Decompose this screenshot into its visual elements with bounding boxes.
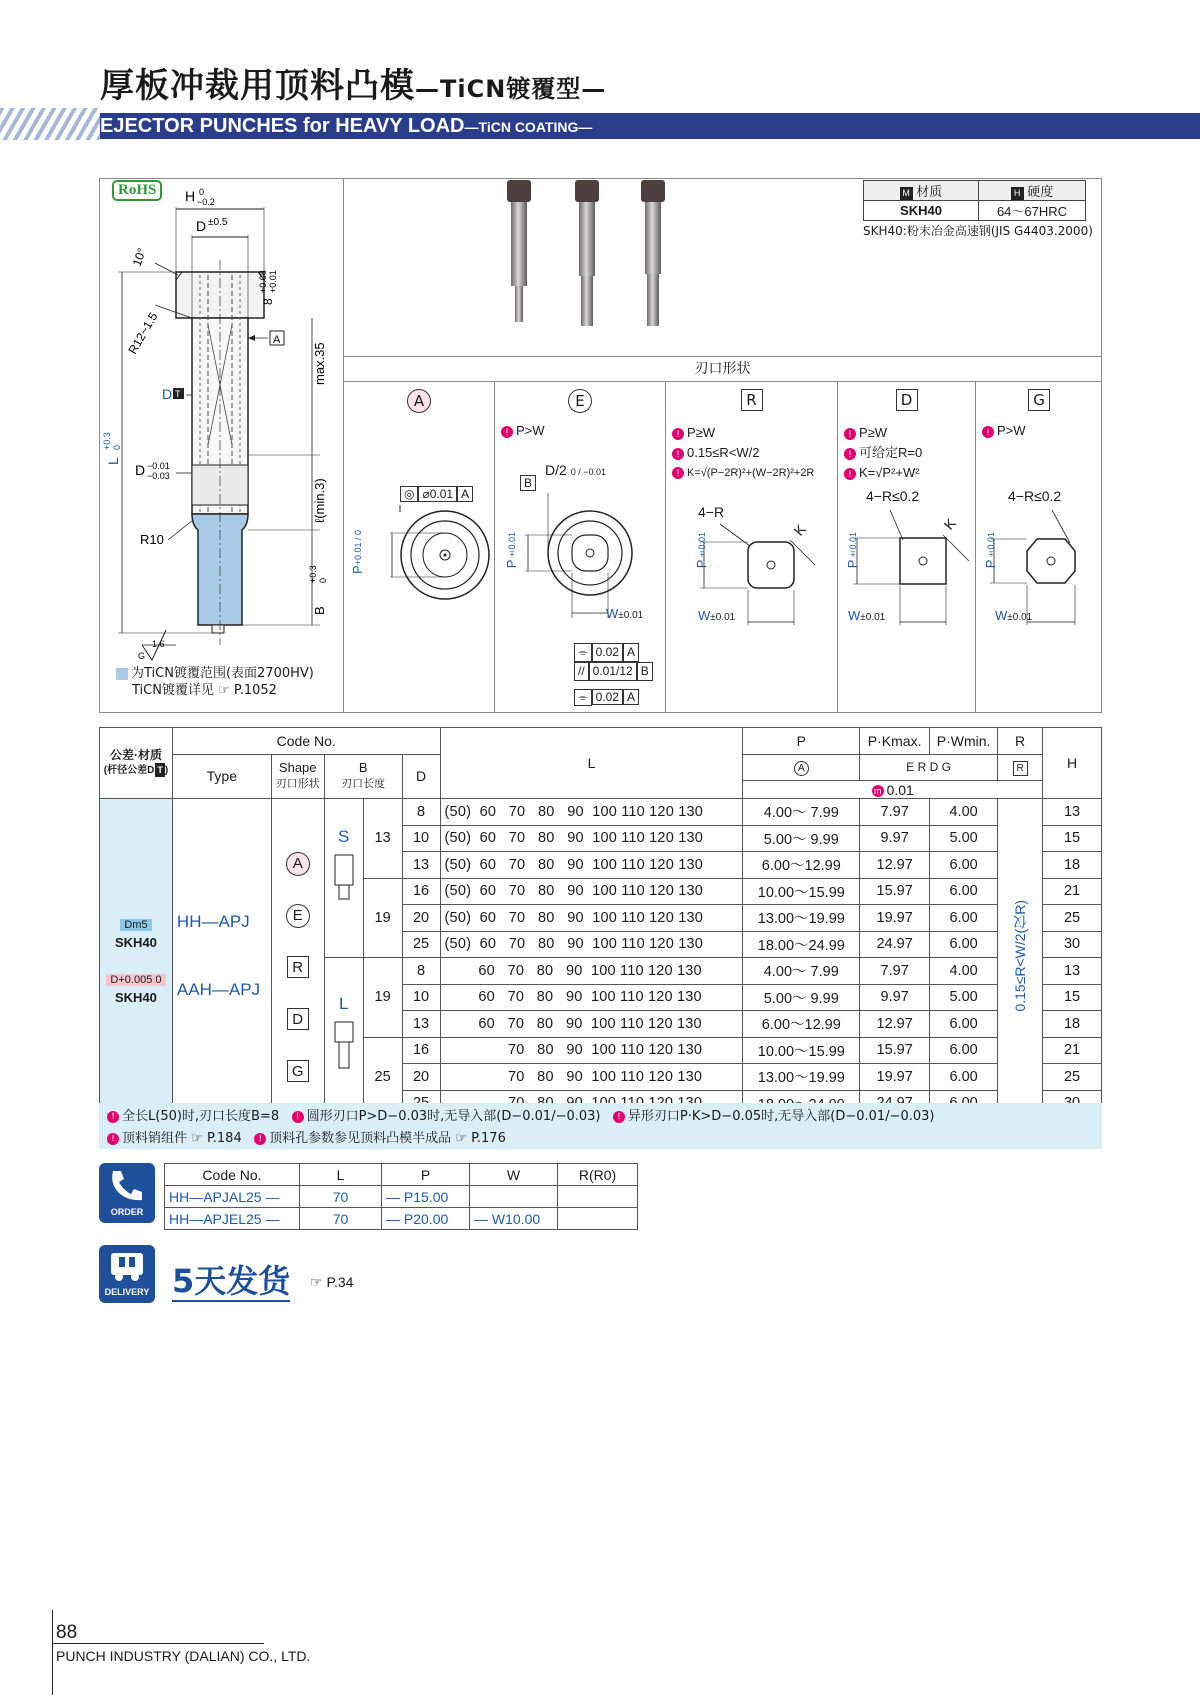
- shape-a-p-tol: +0.01 / 0: [353, 530, 363, 566]
- svg-text:8: 8: [261, 298, 275, 305]
- shape-e-p-label: P: [504, 559, 519, 569]
- order-w: — W10.00: [470, 1208, 558, 1230]
- type-cell: [172, 799, 271, 1117]
- k-cell: 19.97: [860, 905, 930, 932]
- l-cell: (50) 60 70 80 90 100 110 120 130: [440, 931, 743, 958]
- shape-e-fc3: 0.02: [592, 689, 623, 705]
- shape-e-fc3-d: A: [623, 689, 639, 705]
- page-title: [100, 58, 606, 107]
- shape-g-cond-1: P>W: [997, 423, 1026, 438]
- d-cell: 10: [402, 984, 440, 1011]
- shape-a-letter: A: [407, 389, 431, 413]
- svg-text:0: 0: [112, 444, 122, 450]
- shape-opt-r[interactable]: R: [287, 956, 309, 978]
- product-photo: [495, 178, 695, 338]
- title-cn-suffix: —TiCN镀覆型—: [415, 75, 607, 103]
- shape-e-fcf: ⌯ 0.02 A // 0.01/12 B: [574, 643, 653, 681]
- h-dim-label: H: [185, 188, 196, 204]
- l-cell: (50) 60 70 80 90 100 110 120 130: [440, 905, 743, 932]
- w-cell: 6.00: [930, 852, 998, 879]
- svg-text:±0.5: ±0.5: [208, 217, 228, 228]
- mat2-tol: D+0.005 0: [106, 974, 165, 986]
- blade-col-div-2: [665, 381, 666, 713]
- d-dim-label: D: [196, 218, 207, 234]
- p-cell: 10.00～15.99: [743, 1037, 860, 1064]
- shape-header-label: Shape: [278, 760, 317, 776]
- order-r: [558, 1186, 638, 1208]
- p-cell: 4.00～ 7.99: [743, 958, 860, 985]
- shape-g-corner: 4−R≤0.2: [1008, 488, 1062, 504]
- shape-a-p-label: P: [350, 565, 365, 574]
- w-cell: 6.00: [930, 905, 998, 932]
- pointer-icon: ☞: [455, 1131, 467, 1146]
- h-cell: 30: [1043, 931, 1102, 958]
- shape-r-corner: 4−R: [698, 504, 725, 520]
- d-cell: 10: [402, 825, 440, 852]
- coating-page-link[interactable]: P.1052: [233, 683, 277, 698]
- w-cell: 6.00: [930, 878, 998, 905]
- w-cell: 6.00: [930, 1037, 998, 1064]
- k-cell: 12.97: [860, 852, 930, 879]
- b-cell-2: 19: [363, 878, 402, 958]
- shape-e-d2-label: D/2: [545, 462, 567, 478]
- shape-opt-g[interactable]: G: [287, 1060, 309, 1082]
- p-cell: 13.00～19.99: [743, 1064, 860, 1091]
- shape-opt-d[interactable]: D: [287, 1008, 309, 1030]
- shape-g-letter: G: [1028, 389, 1050, 411]
- notes-bar: ! 全长L(50)时,刃口长度B=8 ! 圆形刃口P>D−0.03时,无导入部(D−0.01/−0.03) ! 异形刃口P·K>D−0.05时,无导入部(D−0.01/−0.03) ! 顶料销组件 ☞ P.184 ! 顶料孔参数参见顶料凸模半成品 ☞ P.176: [99, 1103, 1102, 1149]
- max35-label: max.35: [312, 342, 327, 385]
- shape-e-w-tol: ±0.01: [618, 610, 644, 621]
- shape-r-w-tol: ±0.01: [710, 612, 736, 623]
- p-cell: 18.00～24.99: [743, 931, 860, 958]
- h-cell: 18: [1043, 852, 1102, 879]
- shape-header: [271, 754, 324, 799]
- order-header-row: [165, 1164, 638, 1186]
- svg-text:T: T: [175, 389, 181, 399]
- shape-r-cond-3: K=√(P−2R)²+(W−2R)²+2R: [687, 467, 815, 479]
- shape-r-p-tol: ±0.01: [697, 532, 707, 560]
- note-1: 全长L(50)时,刃口长度B=8: [122, 1109, 280, 1124]
- mat2: SKH40: [115, 989, 157, 1005]
- note-3: 异形刃口P·K>D−0.05时,无导入部(D−0.01/−0.03): [627, 1109, 935, 1124]
- title-cn: 厚板冲裁用顶料凸模: [100, 66, 415, 106]
- shape-d-p: [845, 532, 860, 568]
- k-cell: 12.97: [860, 1011, 930, 1038]
- order-l: 70: [300, 1186, 382, 1208]
- hardness-icon: H: [1011, 187, 1024, 200]
- shape-d-cond-2: 可给定R=0: [859, 445, 923, 460]
- r-cell: [998, 799, 1043, 1117]
- frame-divider-horizontal: [343, 356, 1102, 357]
- order-p: — P15.00: [382, 1186, 470, 1208]
- svg-text:+0.01: +0.01: [268, 270, 278, 293]
- title-hatch: [0, 108, 100, 140]
- shape-e-fc2: 0.01/12: [589, 662, 637, 681]
- p-header: P: [743, 728, 860, 755]
- d-cell: 8: [402, 799, 440, 826]
- blade-col-div-3: [837, 381, 838, 713]
- length-s-label: S: [338, 827, 350, 846]
- l-cell: 70 80 90 100 110 120 130: [440, 1037, 743, 1064]
- tol-001-label: 0.01: [886, 781, 914, 798]
- shape-d-cond-1: P≥W: [859, 425, 888, 440]
- shape-e-w: [606, 606, 643, 621]
- punch-photo-3: [641, 180, 665, 326]
- coating-note-1: 为TiCN镀覆范围(表面2700HV): [131, 666, 314, 681]
- order-w: [470, 1186, 558, 1208]
- h-cell: 15: [1043, 984, 1102, 1011]
- length-s-icon: [333, 853, 355, 903]
- punch-photo-1: [507, 180, 531, 322]
- note-2: 圆形刃口P>D−0.03时,无导入部(D−0.01/−0.03): [306, 1109, 601, 1124]
- blade-col-div-1: [494, 381, 495, 713]
- p-cell: 10.00～15.99: [743, 878, 860, 905]
- svg-text:−0.2: −0.2: [197, 197, 215, 207]
- material-note: SKH40:粉末冶金高速钢(JIS G4403.2000): [863, 224, 1093, 238]
- b-header-cn: 刃口长度: [341, 778, 386, 791]
- h-cell: 15: [1043, 825, 1102, 852]
- footer-rule-h: [52, 1643, 264, 1644]
- shape-opt-e[interactable]: E: [286, 904, 310, 928]
- shape-r-panel: [666, 389, 837, 411]
- shape-r-p-label: P: [694, 559, 709, 569]
- h-cell: 21: [1043, 1037, 1102, 1064]
- page-subtitle: [100, 115, 592, 138]
- footer-rule-v: [52, 1610, 53, 1695]
- b-cell-3: 19: [363, 958, 402, 1038]
- angle-label: 10°: [129, 246, 150, 269]
- r-sub-letter: R: [1013, 761, 1028, 776]
- shape-e-letter: E: [568, 389, 592, 413]
- p-sub-header: [743, 754, 860, 781]
- order-row: [165, 1208, 638, 1230]
- l-cell: (50) 60 70 80 90 100 110 120 130: [440, 825, 743, 852]
- pointer-icon: ☞: [191, 1131, 203, 1146]
- p-cell: 6.00～12.99: [743, 1011, 860, 1038]
- k-cell: 24.97: [860, 931, 930, 958]
- shape-e-d2: [545, 462, 606, 478]
- shape-a-p: [350, 530, 365, 574]
- svg-text:A: A: [273, 334, 281, 346]
- order-row: [165, 1186, 638, 1208]
- svg-text:+0.08: +0.08: [258, 270, 268, 293]
- h-cell: 13: [1043, 958, 1102, 985]
- shape-d-cond: ! P≥W ! 可给定R=0 ! K=√P²+W²: [844, 423, 922, 483]
- w-cell: 4.00: [930, 958, 998, 985]
- p-cell: 4.00～ 7.99: [743, 799, 860, 826]
- shape-r-cond-1: P≥W: [687, 425, 716, 440]
- d-cell: 13: [402, 1011, 440, 1038]
- order-icon: [99, 1163, 155, 1223]
- k-cell: 7.97: [860, 799, 930, 826]
- shape-e-w-label: W: [606, 606, 619, 621]
- length-l-label: L: [338, 994, 349, 1013]
- blade-header-rule: [343, 381, 1102, 382]
- d-header: D: [402, 754, 440, 799]
- punch-photo-2: [575, 180, 599, 326]
- shape-g-w: [995, 608, 1032, 623]
- w-cell: 5.00: [930, 984, 998, 1011]
- tol-mat-label: 公差·材质: [109, 748, 162, 762]
- shape-cell: [271, 799, 324, 1117]
- shape-a-datum: A: [457, 486, 473, 502]
- note-4-page-link[interactable]: P.184: [206, 1131, 242, 1146]
- title-en-suffix: —TiCN COATING—: [464, 119, 593, 135]
- shape-d-p-label: P: [845, 559, 860, 569]
- mat1: SKH40: [115, 934, 157, 950]
- w-cell: 6.00: [930, 1064, 998, 1091]
- dt-label: D: [162, 386, 173, 402]
- r-header: R: [998, 728, 1043, 755]
- tol-mat-header: 公差·材质 (杆径公差D T ): [100, 728, 173, 799]
- order-header-p: P: [382, 1164, 470, 1186]
- shape-d-w: [848, 608, 885, 623]
- hardness-value: 64～67HRC: [979, 201, 1086, 221]
- material-icon: M: [900, 187, 913, 200]
- truck-icon: [107, 1249, 147, 1283]
- shape-d-letter: D: [896, 389, 918, 411]
- h-cell: 25: [1043, 905, 1102, 932]
- lmin-label: ℓ(min.3): [312, 478, 327, 523]
- shape-r-cond: ! P≥W ! 0.15≤R<W/2 ! K=√(P−2R)²+(W−2R)²+2R: [672, 423, 814, 483]
- d-cell: 8: [402, 958, 440, 985]
- shape-e-fc2-d: B: [637, 662, 653, 681]
- order-table: [164, 1163, 638, 1230]
- d-lower-label: D: [135, 462, 146, 478]
- d-cell: 20: [402, 1064, 440, 1091]
- r-sub-header: [998, 754, 1043, 781]
- shape-g-p-label: P: [983, 559, 998, 569]
- order-header-l: L: [300, 1164, 382, 1186]
- d-cell: 25: [402, 931, 440, 958]
- order-header-w: W: [470, 1164, 558, 1186]
- punch-tip: [212, 625, 224, 633]
- material-header: [864, 181, 979, 201]
- p-cell: 5.00～ 9.99: [743, 825, 860, 852]
- delivery-page-link[interactable]: P.34: [326, 1274, 354, 1290]
- mat1-tol: Dm5: [120, 919, 151, 931]
- order-code: HH—APJAL25 —: [165, 1186, 300, 1208]
- title-en: EJECTOR PUNCHES for HEAVY LOAD: [100, 115, 465, 137]
- shape-opt-a[interactable]: A: [286, 852, 310, 876]
- blade-section-header: 刃口形状: [694, 361, 751, 377]
- p-cell: 13.00～19.99: [743, 905, 860, 932]
- shape-d-w-tol: ±0.01: [860, 612, 886, 623]
- h-cell: 18: [1043, 1011, 1102, 1038]
- shape-g-w-tol: ±0.01: [1007, 612, 1033, 623]
- shape-header-cn: 刃口形状: [275, 778, 320, 791]
- d-cell: 13: [402, 852, 440, 879]
- w-cell: 4.00: [930, 799, 998, 826]
- shape-g-panel: [976, 389, 1102, 411]
- svg-text:−0.01: −0.01: [147, 461, 170, 471]
- delivery-icon-label: DELIVERY: [104, 1287, 150, 1297]
- pkw-sub-header: E R D G: [860, 754, 998, 781]
- shape-e-fc1: 0.02: [592, 643, 623, 662]
- length-l-icon: [333, 1020, 355, 1070]
- svg-text:−0.03: −0.03: [147, 471, 170, 481]
- shape-e-fc1-d: A: [623, 643, 639, 662]
- shape-e-p-tol: ±0.01: [507, 532, 517, 560]
- shape-e-cond: ! P>W: [501, 423, 545, 438]
- shape-g-p: [983, 532, 998, 568]
- shape-g-w-label: W: [995, 608, 1008, 623]
- k-cell: 9.97: [860, 825, 930, 852]
- rohs-label: RoHS: [118, 182, 157, 198]
- pk-header: P·Kmax.: [860, 728, 930, 755]
- k-cell: 7.97: [860, 958, 930, 985]
- note-5-page-link[interactable]: P.176: [471, 1131, 506, 1146]
- h-cell: 25: [1043, 1064, 1102, 1091]
- k-cell: 19.97: [860, 1064, 930, 1091]
- shape-r-w-label: W: [698, 608, 711, 623]
- pw-header: P·Wmin.: [930, 728, 998, 755]
- length-l-cell: [324, 958, 363, 1117]
- w-cell: 5.00: [930, 825, 998, 852]
- h-header: H: [1043, 728, 1102, 799]
- material-header-label: 材质: [916, 184, 943, 199]
- hardness-header: [979, 181, 1086, 201]
- order-header-code: Code No.: [165, 1164, 300, 1186]
- tol-001-header: m 0.01: [743, 781, 1043, 799]
- b-cell-4: 25: [363, 1037, 402, 1117]
- svg-text:+0.3: +0.3: [102, 432, 112, 450]
- order-r: [558, 1208, 638, 1230]
- b-label: B: [312, 606, 327, 615]
- l-cell: 70 80 90 100 110 120 130: [440, 1064, 743, 1091]
- spec-table: [99, 727, 1102, 1117]
- w-cell: 6.00: [930, 1011, 998, 1038]
- delivery-text: 5天发货: [172, 1262, 291, 1300]
- shape-r-letter: R: [741, 389, 763, 411]
- k-cell: 15.97: [860, 878, 930, 905]
- r10-label: R10: [140, 532, 164, 547]
- blade-col-div-4: [975, 381, 976, 713]
- shape-a-panel: [344, 389, 494, 413]
- shape-a-tol: ⌀0.01: [418, 486, 457, 502]
- h-cell: 21: [1043, 878, 1102, 905]
- shape-d-corner: 4−R≤0.2: [866, 488, 920, 504]
- shape-g-cond: ! P>W: [982, 423, 1026, 438]
- d-cell: 16: [402, 878, 440, 905]
- shape-e-cond-1: P>W: [516, 423, 545, 438]
- company-name: PUNCH INDUSTRY (DALIAN) CO., LTD.: [56, 1648, 311, 1664]
- p-sub-letter: A: [794, 761, 809, 776]
- delivery-icon: [99, 1245, 155, 1303]
- delivery-ref: [310, 1274, 353, 1291]
- order-header-r: R(R0): [558, 1164, 638, 1186]
- shape-r-p: [694, 532, 709, 568]
- shape-r-w: [698, 608, 735, 623]
- r-vertical-label: 0.15≤R<W/2(仅R): [1012, 900, 1029, 1012]
- pointer-icon: ☞: [310, 1274, 323, 1290]
- shape-e-panel: [495, 389, 665, 413]
- punch-drawing: [100, 185, 342, 665]
- k-cell: 9.97: [860, 984, 930, 1011]
- type-hh-apj[interactable]: HH—APJ: [176, 911, 250, 931]
- w-cell: 6.00: [930, 931, 998, 958]
- coating-swatch: [116, 668, 128, 680]
- code-header: Code No.: [172, 728, 440, 755]
- coating-note: [116, 665, 314, 699]
- order-p: — P20.00: [382, 1208, 470, 1230]
- b-cell-1: 13: [363, 799, 402, 879]
- length-s-cell: [324, 799, 363, 958]
- l-cell: 60 70 80 90 100 110 120 130: [440, 958, 743, 985]
- shape-e-p: [504, 532, 519, 568]
- order-code: HH—APJEL25 —: [165, 1208, 300, 1230]
- p-cell: 6.00～12.99: [743, 852, 860, 879]
- l-cell: 60 70 80 90 100 110 120 130: [440, 1011, 743, 1038]
- b-header: [324, 754, 402, 799]
- type-header: Type: [172, 754, 271, 799]
- note-5: 顶料孔参数参见顶料凸模半成品: [269, 1131, 452, 1146]
- hardness-header-label: 硬度: [1027, 184, 1054, 199]
- shape-a-tolerance: ◎ ⌀0.01 A: [400, 486, 473, 502]
- order-l: 70: [300, 1208, 382, 1230]
- svg-text:0: 0: [199, 187, 205, 197]
- svg-text:0: 0: [318, 577, 328, 583]
- frame-divider-vertical: [343, 178, 344, 713]
- shape-d-panel: [838, 389, 975, 411]
- l-header: L: [440, 728, 743, 799]
- l-cell: 60 70 80 90 100 110 120 130: [440, 984, 743, 1011]
- l-cell: (50) 60 70 80 90 100 110 120 130: [440, 799, 743, 826]
- material-table: [863, 180, 1086, 221]
- material-value: SKH40: [864, 201, 979, 221]
- l-cell: (50) 60 70 80 90 100 110 120 130: [440, 878, 743, 905]
- phone-icon: [107, 1167, 147, 1203]
- shape-e-datum-label: B: [520, 475, 536, 491]
- d-cell: 20: [402, 905, 440, 932]
- p-cell: 5.00～ 9.99: [743, 984, 860, 1011]
- page-number: 88: [56, 1622, 78, 1643]
- header-row-1: [100, 728, 1102, 755]
- order-icon-label: ORDER: [110, 1207, 144, 1217]
- h-cell: 13: [1043, 799, 1102, 826]
- b-header-label: B: [358, 760, 368, 776]
- l-cell: (50) 60 70 80 90 100 110 120 130: [440, 852, 743, 879]
- shape-r-k: K: [790, 521, 809, 539]
- note-4: 顶料销组件: [122, 1131, 188, 1146]
- material-cell: [100, 799, 173, 1117]
- l-label: L: [105, 457, 121, 465]
- shape-a-drawing: [350, 500, 490, 610]
- type-aah-apj[interactable]: AAH—APJ: [176, 979, 261, 999]
- shape-e-fcf3: ⌯ 0.02 A: [574, 689, 639, 706]
- radius-label: R12~1.5: [125, 309, 161, 357]
- shape-d-k: K: [940, 515, 959, 533]
- shape-d-p-tol: ±0.01: [848, 532, 858, 560]
- svg-text:G: G: [138, 651, 146, 661]
- coating-note-2: TiCN镀覆详见: [132, 683, 214, 698]
- shape-g-p-tol: ±0.01: [986, 532, 996, 560]
- svg-text:1.6: 1.6: [152, 639, 165, 649]
- table-row: [100, 799, 1102, 826]
- shape-r-cond-2: 0.15≤R<W/2: [687, 445, 760, 460]
- svg-text:+0.3: +0.3: [308, 565, 318, 583]
- d-cell: 16: [402, 1037, 440, 1064]
- tol-mat-sub: (杆径公差D: [103, 765, 155, 776]
- pointer-icon: ☞: [218, 683, 230, 698]
- shape-d-cond-3: K=√P²+W²: [859, 465, 920, 480]
- k-cell: 15.97: [860, 1037, 930, 1064]
- shape-e-d2-tol: 0 / −0.01: [570, 467, 606, 477]
- shape-d-w-label: W: [848, 608, 861, 623]
